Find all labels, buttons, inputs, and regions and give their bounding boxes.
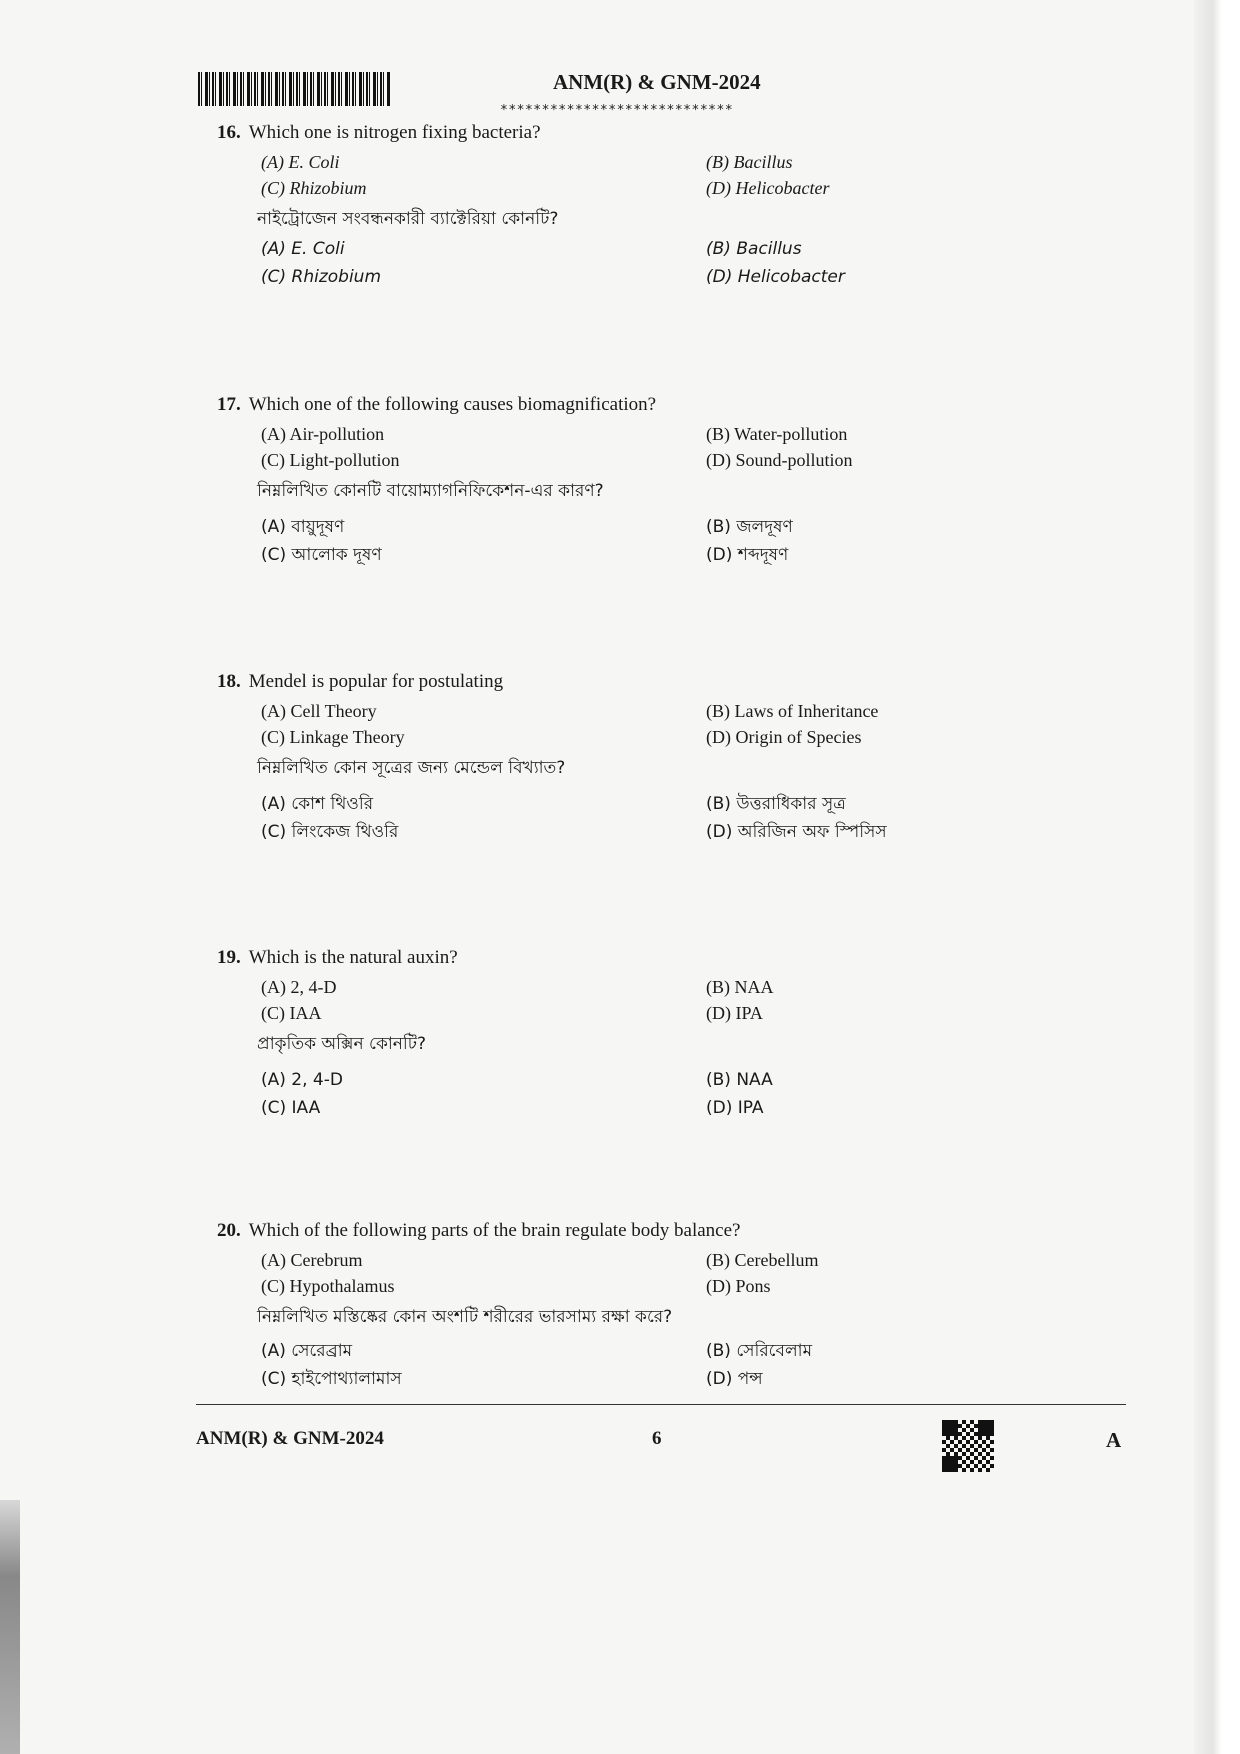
option-b: (B) Cerebellum <box>706 1250 819 1270</box>
option-a: (A) Cell Theory <box>261 701 377 721</box>
scan-edge <box>0 1500 20 1754</box>
question-number: 17. <box>217 394 241 415</box>
option-c: (C) Linkage Theory <box>261 727 405 747</box>
footer-title: ANM(R) & GNM-2024 <box>196 1428 384 1449</box>
option-a: (A) Cerebrum <box>261 1250 363 1270</box>
option-c: (C) Light-pollution <box>261 450 400 470</box>
question-stem <box>217 945 1117 971</box>
bn-option-b: (B) Bacillus <box>706 239 802 259</box>
question-text: Which of the following parts of the brain regulate body balance? <box>248 1220 741 1241</box>
qr-code <box>940 1418 996 1474</box>
barcode <box>198 72 390 106</box>
option-d: (D) IPA <box>706 1003 763 1023</box>
option-a: (A) E. Coli <box>261 152 340 172</box>
header-title: ANM(R) & GNM-2024 <box>553 70 761 94</box>
option-d: (D) Helicobacter <box>706 178 830 198</box>
question-stem <box>217 120 1117 146</box>
question-text-bengali: নিম্নলিখিত মস্তিষ্কের কোন অংশটি শরীরের ভারসাম্য রক্ষা করে? <box>257 1307 673 1327</box>
option-b: (B) Water-pollution <box>706 424 848 444</box>
option-b: (B) NAA <box>706 977 774 997</box>
question-text: Which is the natural auxin? <box>248 947 458 968</box>
bn-option-c: (C) হাইপোথ্যালামাস <box>261 1369 402 1389</box>
question-number: 18. <box>217 671 241 692</box>
question-text: Which one of the following causes biomagnification? <box>248 394 657 415</box>
question-number: 19. <box>217 947 241 968</box>
question-set-code: A <box>1106 1428 1122 1452</box>
bn-option-d: (D) শব্দদূষণ <box>706 545 789 565</box>
question-20 <box>217 1218 1117 1393</box>
bn-option-a: (A) সেরেব্রাম <box>261 1341 353 1361</box>
question-stem <box>217 669 1117 695</box>
bn-option-c: (C) Rhizobium <box>261 267 382 287</box>
option-b: (B) Bacillus <box>706 152 793 172</box>
bn-option-a: (A) 2, 4-D <box>261 1070 343 1090</box>
page-edge-shadow <box>1194 0 1240 1754</box>
question-text: Mendel is popular for postulating <box>248 671 504 692</box>
bn-option-b: (B) উত্তরাধিকার সূত্র <box>706 794 846 814</box>
bn-option-d: (D) IPA <box>706 1098 764 1118</box>
option-c: (C) IAA <box>261 1003 322 1023</box>
bn-option-c: (C) লিংকেজ থিওরি <box>261 822 399 842</box>
header-stars: **************************** <box>500 103 734 118</box>
bn-option-d: (D) অরিজিন অফ স্পিসিস <box>706 822 887 842</box>
question-16 <box>217 120 1117 291</box>
question-text-bengali: নিম্নলিখিত কোন সূত্রের জন্য মেন্ডেল বিখ্যাত? <box>257 758 566 778</box>
bn-option-a: (A) বায়ুদূষণ <box>261 517 345 537</box>
question-number: 16. <box>217 122 241 143</box>
question-text-bengali: প্রাকৃতিক অক্সিন কোনটি? <box>257 1034 427 1054</box>
option-d: (D) Origin of Species <box>706 727 862 747</box>
page-number: 6 <box>652 1428 662 1449</box>
footer-divider <box>196 1404 1126 1405</box>
bn-option-d: (D) পন্স <box>706 1369 763 1389</box>
option-d: (D) Pons <box>706 1276 771 1296</box>
question-17 <box>217 392 1117 569</box>
bn-option-c: (C) IAA <box>261 1098 321 1118</box>
option-c: (C) Rhizobium <box>261 178 367 198</box>
option-c: (C) Hypothalamus <box>261 1276 395 1296</box>
question-text-bengali: নাইট্রোজেন সংবন্ধনকারী ব্যাক্টেরিয়া কোনটি? <box>257 209 559 229</box>
option-a: (A) 2, 4-D <box>261 977 337 997</box>
bn-option-a: (A) কোশ থিওরি <box>261 794 374 814</box>
question-stem <box>217 1218 1117 1244</box>
question-number: 20. <box>217 1220 241 1241</box>
question-19 <box>217 945 1117 1122</box>
option-b: (B) Laws of Inheritance <box>706 701 879 721</box>
bn-option-c: (C) আলোক দূষণ <box>261 545 382 565</box>
question-text-bengali: নিম্নলিখিত কোনটি বায়োম্যাগনিফিকেশন-এর কারণ? <box>257 481 604 501</box>
question-stem <box>217 392 1117 418</box>
bn-option-d: (D) Helicobacter <box>706 267 845 287</box>
bn-option-b: (B) NAA <box>706 1070 773 1090</box>
question-18 <box>217 669 1117 846</box>
option-a: (A) Air-pollution <box>261 424 385 444</box>
option-d: (D) Sound-pollution <box>706 450 853 470</box>
bn-option-b: (B) জলদূষণ <box>706 517 793 537</box>
bn-option-b: (B) সেরিবেলাম <box>706 1341 813 1361</box>
bn-option-a: (A) E. Coli <box>261 239 345 259</box>
question-text: Which one is nitrogen fixing bacteria? <box>248 122 541 143</box>
